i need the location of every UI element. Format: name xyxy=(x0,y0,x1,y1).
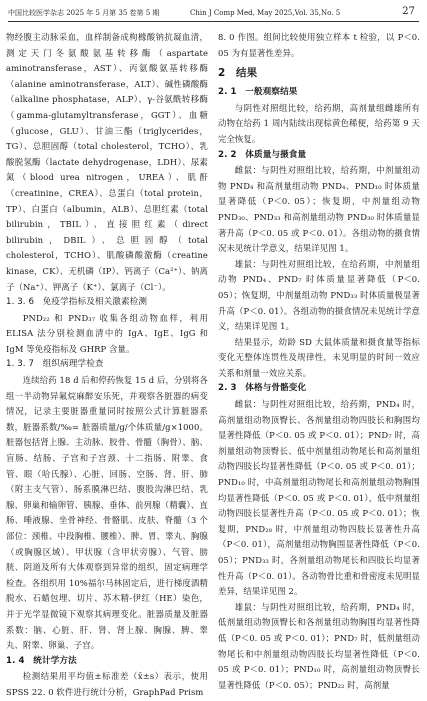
paragraph-male-weight: 雄鼠：与阴性对照组比较，在给药期，中剂量组动物 PND₄、PND₇ 时体质量显著降低（P＜0. 05）；恢复期，中剂量组动物 PND₃₃ 时体质量极显著升高（P＜0. 01）。各组动物的摄食情况未见统计学意义，结果详见图 1。 xyxy=(218,258,420,332)
page-number: 27 xyxy=(402,6,415,17)
heading-2-3: 2. 3 体格与骨骼变化 xyxy=(218,383,307,394)
journal-name-en: Chin J Comp Med, May 2025,Vol. 35,No. 5 xyxy=(190,9,341,17)
paragraph-female-skeletal: 雌鼠：与阴性对照组比较，给药期，PND₄ 时，高剂量组动物顶臀长、各剂量组动物四肢长和胸围均显著性降低（P＜0. 05 或 P＜0. 01）；PND₇ 时，高剂量组动物顶臀长、低中剂量组动物尾长和高剂量组动物四肢长均显著性降低（P＜0. 05 或 P＜0. 01）；PND₁₀ 时，中高剂量组动物尾长和高剂量组动物胸围均显著性降低（P＜0. 05 或 P＜0. 01），低中剂量组动物四肢长显著性升高（P＜0. 05 或 P＜0. 01）；恢复期，PND₂₈ 时，中剂量组动物四肢长显著性升高（P＜0. 01），高剂量组动物胸围显著性降低（P＜0. 05）；PND₃₃ 时，各剂量组动物尾长和四肢长均显著性升高（P＜0. 01）。各动物骨比重和骨密度未见明显差异，结果详见图 2。 xyxy=(218,399,420,597)
left-column xyxy=(6,30,208,697)
paragraph-general-observation: 与阴性对照组比较，给药期，高剂量组雌雄所有动物在给药 1 周内陆续出现棕黄色稀便，给药第 9 天完全恢复。 xyxy=(218,102,420,144)
heading-1-3-7: 1. 3. 7 组织病理学检查 xyxy=(6,359,104,370)
paragraph-serum-biochemistry: 物经腹主动脉采血，血样制备成枸橼酸钠抗凝血清，测定天门冬氨酸氨基转移酶（aspartate aminotransferase，AST）、丙氨酸氨基转移酶（alanine aminotransferase，ALT）、碱性磷酸酶（alkaline phosphatase，ALP）、γ-谷氨酰转移酶（gamma-glutamyltransferase，GGT）、血糖（glucose，GLU）、甘油三酯（triglycerides，TG）、总胆固醇（total cholesterol，TCHO）、乳酸脱氢酶（lactate dehydrogenase，LDH）、尿素氮（blood urea nitrogen，UREA）、肌酐（creatinine，CREA）、总蛋白（total protein，TP）、白蛋白（albumin，ALB）、总胆红素（total bilirubin，TBIL）、直接胆红素（direct bilirubin，DBIL）、总胆固醇（total cholesterol，TCHO）、肌酸磷酸激酶（creatine kinase，CK）、无机磷（IP）、钙离子（Ca²⁺）、钠离子（Na⁺）、钾离子（K⁺）、氯离子（Cl⁻）。 xyxy=(6,32,208,292)
heading-2-1: 2. 1 一般观察结果 xyxy=(218,87,298,98)
right-column xyxy=(218,30,420,690)
heading-1-3-6: 1. 3. 6 免疫学指标及相关激素检测 xyxy=(6,297,148,308)
heading-2-2: 2. 2 体质量与摄食量 xyxy=(218,149,307,160)
paragraph-male-skeletal: 雄鼠：与阴性对照组比较，给药期，PND₄ 时，低剂量组动物顶臀长和各剂量组动物胸围均显著性降低（P＜0. 05 或 P＜0. 01）；PND₇ 时，低剂量组动物尾长和中剂量组动物四肢长均显著性降低（P＜0. 05 或 P＜0. 01）；PND₁₀ 时，高剂量组动物顶臀长显著性降低（P＜0. 05）；PND₂₂ 时，高剂量 xyxy=(218,601,420,690)
paragraph-statistics-cont: 8. 0 作图。组间比较使用独立样本 t 检验，以 P＜0. 05 为有显著性差异。 xyxy=(218,32,420,58)
running-header xyxy=(8,7,419,19)
paragraph-immunology: PND₂₂ 和 PND₃₇ 收集各组动物血样，利用 ELISA 法分别检测血清中的 IgA、IgE、IgG 和 IgM 等免疫指标及 GHRP 含量。 xyxy=(6,312,208,354)
heading-2-results: 2 结果 xyxy=(218,67,258,80)
journal-name-cn: 中国比较医学杂志 2025 年 5 月第 35 卷第 5 期 xyxy=(8,9,160,17)
paragraph-statistics: 检测结果用平均值±标准差（x̄±s）表示，使用 SPSS 22. 0 软件进行统计分析，GraphPad Prism xyxy=(6,671,208,697)
heading-1-4: 1. 4 统计学方法 xyxy=(6,655,77,666)
paragraph-histopathology: 连续给药 18 d 后和停药恢复 15 d 后，分别将各组一半动物异氟烷麻醉安乐死，并观察各脏器的病变情况，记录主要脏器重量同时按照公式计算脏器系数，脏器系数/‰= 脏器质量/g/个体质量/g×1000。脏器包括肾上腺、主动脉、胶骨、骨髓（胸骨）、脑、盲肠、结肠、子宫和子宫颈、十二指肠、附睾、食管、眼（哈氏腺）、心脏、回肠、空肠、肾、肝、肺（附主支气管）、肠系膜淋巴结、腹股沟淋巴结、乳腺、卵巢和输卵管、胰腺、垂体、前列腺（精囊）、直肠、唾液腺、坐骨神经、骨骼肌、皮肤、脊髓（3 个部位：颈椎、中段胸椎、腰椎）、脾、胃、睾丸、胸腺（或胸腺区域）、甲状腺（含甲状旁腺）、气管、膀胱、阴道及所有大体观察到异常的组织，固定病理学检查。各组织用 10%福尔马林固定后，进行梯度酒精脱水、石蜡包埋、切片、苏木精-伊红（HE）染色，并于光学显微镜下观察其病理变化。脏器质量及脏器系数：脑、心脏、肝、肾、肾上腺、胸腺、脾、睾丸、附睾、卵巢、子宫。 xyxy=(6,375,208,651)
paragraph-weight-summary: 结果显示，幼龄 SD 大鼠体质量和摄食量等指标变化无整体连贯性及规律性，未见明显的时间一效应关系和剂量一效应关系。 xyxy=(218,336,420,378)
paragraph-female-weight: 雌鼠：与阴性对照组比较，给药期，中剂量组动物 PND₄ 和高剂量组动物 PND₄、PND₁₀ 时体质量显著降低（P＜0. 05）；恢复期，中剂量组动物 PND₃₀、PND₃₃ 和高剂量组动物 PND₃₀ 时体质量显著升高（P＜0. 05 或 P＜0. 01）。各组动物的摄食情况未见统计学意义，结果详见图 1。 xyxy=(218,165,420,254)
header-rule xyxy=(8,21,419,22)
